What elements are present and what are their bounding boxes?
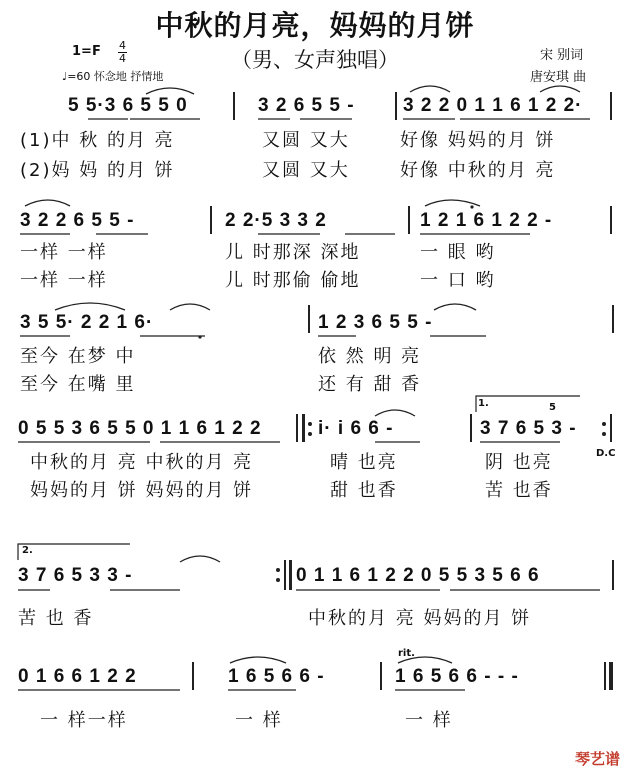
tempo-marking: ♩=60 怀念地 抒情地 [62, 70, 164, 83]
slur [434, 304, 476, 310]
notation-measure: 1 6 5 6 6 - [228, 666, 325, 687]
notation-measure: 1 2 1 6 1 2 2 - [420, 210, 553, 231]
lyric-verse2: 还 有 甜 香 [318, 374, 422, 395]
notation-measure: 1 6 5 6 6 - - - [395, 666, 519, 687]
lyric-verse2: (2)妈 妈 的月 饼 [20, 160, 175, 181]
slur [425, 200, 480, 206]
lyricist-credit: 宋 别词 [540, 48, 584, 63]
slur [230, 657, 286, 663]
repeat-dot [276, 568, 280, 572]
lyric-verse1: 阴 也亮 [485, 452, 553, 473]
octave-dot [198, 335, 201, 338]
second-ending-label: 2. [22, 545, 33, 556]
lyric-verse1: 一 样 [235, 710, 283, 731]
lyric-verse1: 好像 妈妈的月 饼 [400, 130, 556, 151]
lyric-verse1: 又圆 又大 [262, 130, 350, 151]
song-title: 中秋的月亮，妈妈的月饼 [155, 9, 475, 42]
repeat-dot [602, 422, 606, 426]
notation-measure: 0 1 1 6 1 2 2 0 5 5 3 5 6 6 [296, 565, 540, 586]
notation-measure: 3 2 6 5 5 - [258, 95, 355, 116]
dc-marking: D.C [596, 448, 616, 459]
notation-measure: 5 5·3 6 5 5 0 [68, 95, 188, 116]
composer-credit: 唐安琪 曲 [530, 70, 587, 85]
ritardando-marking: rit. [398, 648, 415, 659]
second-ending-bracket [18, 544, 130, 560]
notation-measure: 2 2·5 3 3 2 [225, 210, 327, 231]
first-ending-label: 1. [478, 398, 489, 409]
lyric-verse2: 妈妈的月 饼 妈妈的月 饼 [30, 480, 254, 501]
lyric-verse2: 好像 中秋的月 亮 [400, 160, 556, 181]
lyric-verse1: (1)中 秋 的月 亮 [20, 130, 175, 151]
notation-measure: 3 2 2 6 5 5 - [20, 210, 135, 231]
time-denominator: 4 [119, 52, 126, 65]
notation-measure: i· i 6 6 - [318, 418, 394, 439]
slur [146, 88, 194, 94]
grace-note: 5 [549, 402, 556, 413]
lyric-verse1: 晴 也亮 [330, 452, 398, 473]
lyric-verse2: 儿 时那偷 偷地 [225, 270, 361, 291]
lyric-verse2: 一 口 哟 [420, 270, 496, 291]
time-numerator: 4 [119, 39, 126, 52]
repeat-dot [602, 432, 606, 436]
lyric-verse2: 又圆 又大 [262, 160, 350, 181]
slur [540, 86, 580, 92]
repeat-dot [308, 422, 312, 426]
slur [375, 410, 415, 416]
lyric-verse2: 苦 也香 [485, 480, 553, 501]
notation-measure: 3 7 6 5 3 3 - [18, 565, 133, 586]
slur [25, 200, 70, 206]
notation-measure: 0 1 6 6 1 2 2 [18, 666, 137, 687]
slur [398, 657, 452, 663]
lyric-verse1: 中秋的月 亮 妈妈的月 饼 [308, 608, 532, 629]
lyric-verse1: 至今 在梦 中 [20, 346, 136, 367]
notation-measure: 0 5 5 3 6 5 5 0 1 1 6 1 2 2 [18, 418, 262, 439]
octave-dot [470, 205, 473, 208]
lyric-verse1: 一样 一样 [20, 242, 108, 263]
slur [180, 556, 220, 562]
lyric-verse2: 甜 也香 [330, 480, 398, 501]
slur [410, 86, 450, 92]
notation-measure: 1 2 3 6 5 5 - [318, 312, 433, 333]
lyric-verse1: 一 眼 哟 [420, 242, 496, 263]
lyric-verse2: 一样 一样 [20, 270, 108, 291]
notation-measure: 3 5 5· 2 2 1 6· [20, 312, 154, 333]
lyric-verse1: 一 样 [405, 710, 453, 731]
watermark-logo: 琴艺谱 [574, 750, 620, 768]
notation-measure: 3 2 2 0 1 1 6 1 2 2· [403, 95, 583, 116]
lyric-verse1: 一 样一样 [40, 710, 128, 731]
slur [170, 304, 210, 310]
song-subtitle: （男、女声独唱） [231, 48, 399, 72]
notation-measure: 3 7 6 5 3 - [480, 418, 577, 439]
lyric-verse1: 中秋的月 亮 中秋的月 亮 [30, 452, 254, 473]
lyric-verse1: 苦 也 香 [18, 608, 94, 629]
repeat-dot [308, 432, 312, 436]
key-signature: 1=F [72, 44, 101, 59]
lyric-verse1: 依 然 明 亮 [318, 346, 422, 367]
repeat-dot [276, 578, 280, 582]
lyric-verse2: 至今 在嘴 里 [20, 374, 136, 395]
slur [55, 303, 125, 310]
first-ending-bracket [476, 396, 580, 412]
lyric-verse1: 儿 时那深 深地 [225, 242, 361, 263]
